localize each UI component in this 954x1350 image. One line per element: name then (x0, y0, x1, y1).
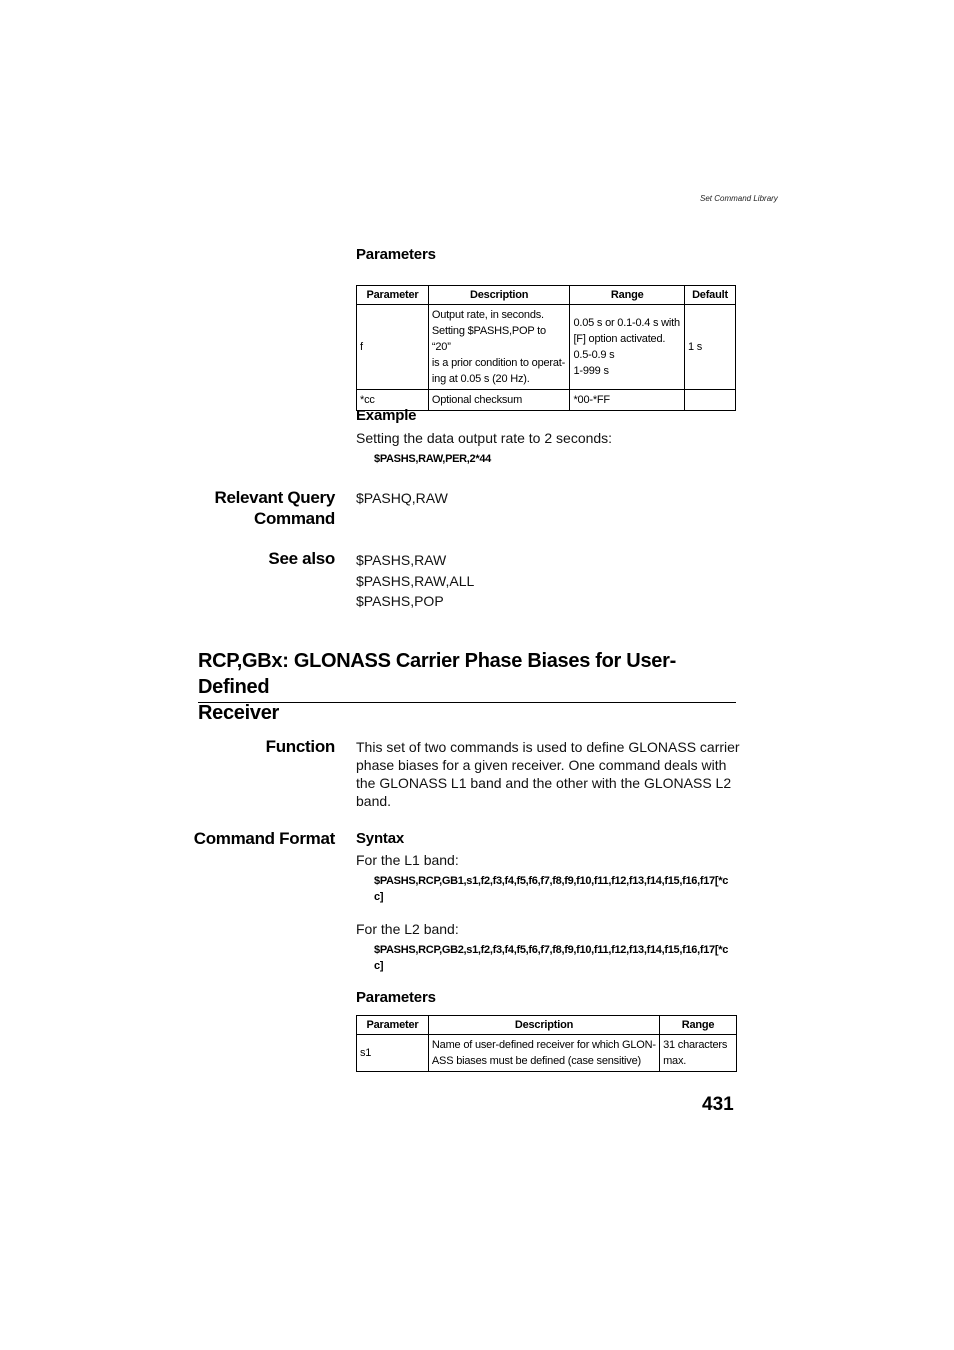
table-header-row (357, 286, 736, 305)
code-line: $PASHS,RCP,GB1,s1,f2,f3,f4,f5,f6,f7,f8,f9,f10,f11,f12,f13,f14,f15,f16,f17[*c (374, 875, 729, 887)
table-cell-default: 1 s (685, 305, 736, 390)
table-cell-range (660, 1035, 737, 1072)
relevant-query-label (135, 487, 335, 529)
example-text: Setting the data output rate to 2 seconds: (356, 430, 613, 446)
see-also-item: $PASHS,RAW,ALL (356, 572, 475, 589)
running-head: Set Command Library (700, 194, 778, 203)
table-cell-description: Optional checksum (428, 390, 570, 411)
function-line: the GLONASS L1 band and the other with the GLONASS L2 (356, 775, 732, 791)
table-cell-parameter: s1 (357, 1035, 429, 1072)
table-header-cell: Description (428, 1016, 659, 1035)
l2-band-text: For the L2 band: (356, 921, 459, 937)
relevant-query-value: $PASHQ,RAW (356, 490, 448, 506)
cell-line: 31 characters (663, 1039, 728, 1051)
l2-command-code (374, 942, 728, 974)
section-divider (198, 702, 736, 703)
table-cell-range: *00-*FF (570, 390, 685, 411)
example-heading: Example (356, 407, 417, 424)
see-also-item: $PASHS,RAW (356, 552, 447, 568)
function-line: This set of two commands is used to define GLONASS carrier (356, 739, 740, 755)
code-line: $PASHS,RCP,GB2,s1,f2,f3,f4,f5,f6,f7,f8,f9,f10,f11,f12,f13,f14,f15,f16,f17[*c (374, 944, 729, 956)
function-line: band. (356, 793, 392, 809)
table-header-cell: Range (570, 286, 685, 305)
parameters-heading-2: Parameters (356, 989, 436, 1006)
rcp-parameters-table (356, 1015, 737, 1072)
cell-line: [F] option activated. (573, 333, 666, 345)
l1-command-code (374, 873, 728, 905)
cell-line: 0.5-0.9 s (573, 349, 615, 361)
code-line: c] (374, 891, 384, 903)
table-header-cell: Default (685, 286, 736, 305)
parameters-table (356, 285, 736, 411)
cell-line: 0.05 s or 0.1-0.4 s with (573, 317, 680, 329)
table-header-row (357, 1016, 737, 1035)
table-row (357, 1035, 737, 1072)
table-cell-default (685, 390, 736, 411)
l1-band-text: For the L1 band: (356, 852, 459, 868)
cell-line: 1-999 s (573, 365, 609, 377)
cell-line: Output rate, in seconds. (431, 309, 544, 321)
cell-line: ASS biases must be defined (case sensitive) (431, 1055, 641, 1067)
code-line: c] (374, 960, 384, 972)
section-title (198, 648, 718, 726)
table-header-cell: Range (660, 1016, 737, 1035)
parameters-heading: Parameters (356, 246, 436, 263)
see-also-item: $PASHS,POP (356, 593, 444, 609)
cell-line: Name of user-defined receiver for which GLON- (431, 1039, 656, 1051)
see-also-label: See also (268, 549, 335, 568)
example-code: $PASHS,RAW,PER,2*44 (374, 453, 491, 465)
table-cell-description (428, 305, 570, 390)
function-label: Function (265, 737, 335, 756)
command-format-label: Command Format (193, 829, 335, 848)
cell-line: is a prior condition to operat- (431, 357, 566, 369)
relevant-query-label-line: Relevant Query (214, 488, 335, 507)
see-also-list (356, 550, 474, 612)
cell-line: ing at 0.05 s (20 Hz). (431, 373, 530, 385)
table-header-cell: Parameter (357, 1016, 429, 1035)
syntax-heading: Syntax (356, 830, 404, 847)
table-cell-parameter: *cc (357, 390, 429, 411)
section-title-line: Receiver (198, 702, 279, 724)
relevant-query-label-line: Command (253, 509, 335, 528)
section-title-line: RCP,GBx: GLONASS Carrier Phase Biases for User-Defined (198, 650, 676, 698)
table-row (357, 305, 736, 390)
table-header-cell: Parameter (357, 286, 429, 305)
table-cell-range (570, 305, 685, 390)
table-header-cell: Description (428, 286, 570, 305)
function-description (356, 738, 741, 810)
page-number: 431 (702, 1094, 734, 1115)
cell-line: max. (663, 1055, 687, 1067)
table-cell-parameter: f (357, 305, 429, 390)
function-line: phase biases for a given receiver. One command deals with (356, 757, 727, 773)
table-cell-description (428, 1035, 659, 1072)
cell-line: Setting $PASHS,POP to “20” (431, 325, 546, 353)
